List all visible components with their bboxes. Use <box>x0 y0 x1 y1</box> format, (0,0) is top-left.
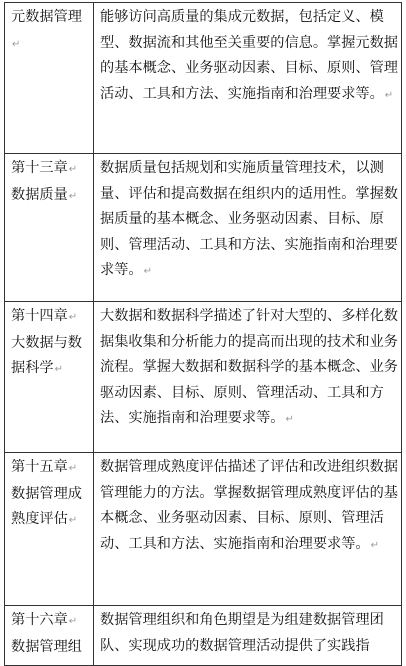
description-cell <box>94 453 402 606</box>
paragraph-mark-icon: ↵ <box>68 164 78 175</box>
chapter-number: 第十四章 <box>11 308 68 324</box>
paragraph-mark-icon: ↵ <box>12 38 21 50</box>
chapter-description: 大数据和数据科学描述了针对大型的、多样化数据集收集和分析能力的提高而出现的技术和业务流程。掌握大数据和数据科学的基本概念、业务驱动因素、目标、原则、管理活动、工具和方法、实施指南和治理要求等。 <box>100 308 398 426</box>
chapter-topic: 元数据管理 <box>11 9 82 25</box>
description-cell <box>94 3 402 154</box>
table-row <box>5 453 402 606</box>
paragraph-mark-icon: ↵ <box>143 266 152 277</box>
paragraph-mark-icon: ↵ <box>370 539 379 551</box>
paragraph-mark-icon: ↵ <box>384 89 394 101</box>
paragraph-mark-icon: ↵ <box>54 364 63 375</box>
description-cell <box>94 154 402 302</box>
chapter-description: 数据质量包括规划和实施质量管理技术，以测量、评估和提高数据在组织内的适用性。掌握数据质量的基本概念、业务驱动因素、目标、原则、管理活动、工具和方法、实施指南和治理要求等。 <box>100 160 398 278</box>
chapter-topic: 数据管理成熟度评估 <box>11 485 82 527</box>
chapter-cell <box>5 154 94 302</box>
chapter-number: 第十六章 <box>11 612 68 628</box>
chapter-cell <box>5 606 94 666</box>
chapter-number: 第十五章 <box>11 459 68 475</box>
paragraph-mark-icon: ↵ <box>68 515 78 526</box>
paragraph-mark-icon: ↵ <box>68 463 78 474</box>
chapter-description: 数据管理组织和角色期望是为组建数据管理团队、实现成功的数据管理活动提供了实践指 <box>100 612 384 654</box>
description-cell <box>94 302 402 453</box>
table-row <box>5 606 402 666</box>
chapter-cell <box>5 453 94 606</box>
chapter-cell <box>5 302 94 453</box>
table-row <box>5 3 402 154</box>
chapter-cell <box>5 3 94 154</box>
paragraph-mark-icon: ↵ <box>68 190 78 202</box>
table-row <box>5 154 402 302</box>
chapter-topic: 数据管理组 <box>11 638 82 655</box>
table-row <box>5 302 402 453</box>
paragraph-mark-icon: ↵ <box>68 616 78 627</box>
description-cell <box>94 606 402 666</box>
paragraph-mark-icon: ↵ <box>285 414 294 425</box>
chapter-topic: 大数据与数据科学 <box>11 334 82 376</box>
chapter-description: 数据管理成熟度评估描述了评估和改进组织数据管理能力的方法。掌握数据管理成熟度评估的基本概念、业务驱动因素、目标、原则、管理活动、工具和方法、实施指南和治理要求等。 <box>100 459 398 552</box>
chapter-description: 能够访问高质量的集成元数据，包括定义、模型、数据流和其他至关重要的信息。掌握元数据的基本概念、业务驱动因素、目标、原则、管理活动、工具和方法、实施指南和治理要求等。 <box>100 9 398 102</box>
paragraph-mark-icon: ↵ <box>68 312 78 323</box>
chapter-topic: 数据质量 <box>11 186 68 203</box>
curriculum-table <box>4 2 402 666</box>
chapter-number: 第十三章 <box>11 160 68 176</box>
